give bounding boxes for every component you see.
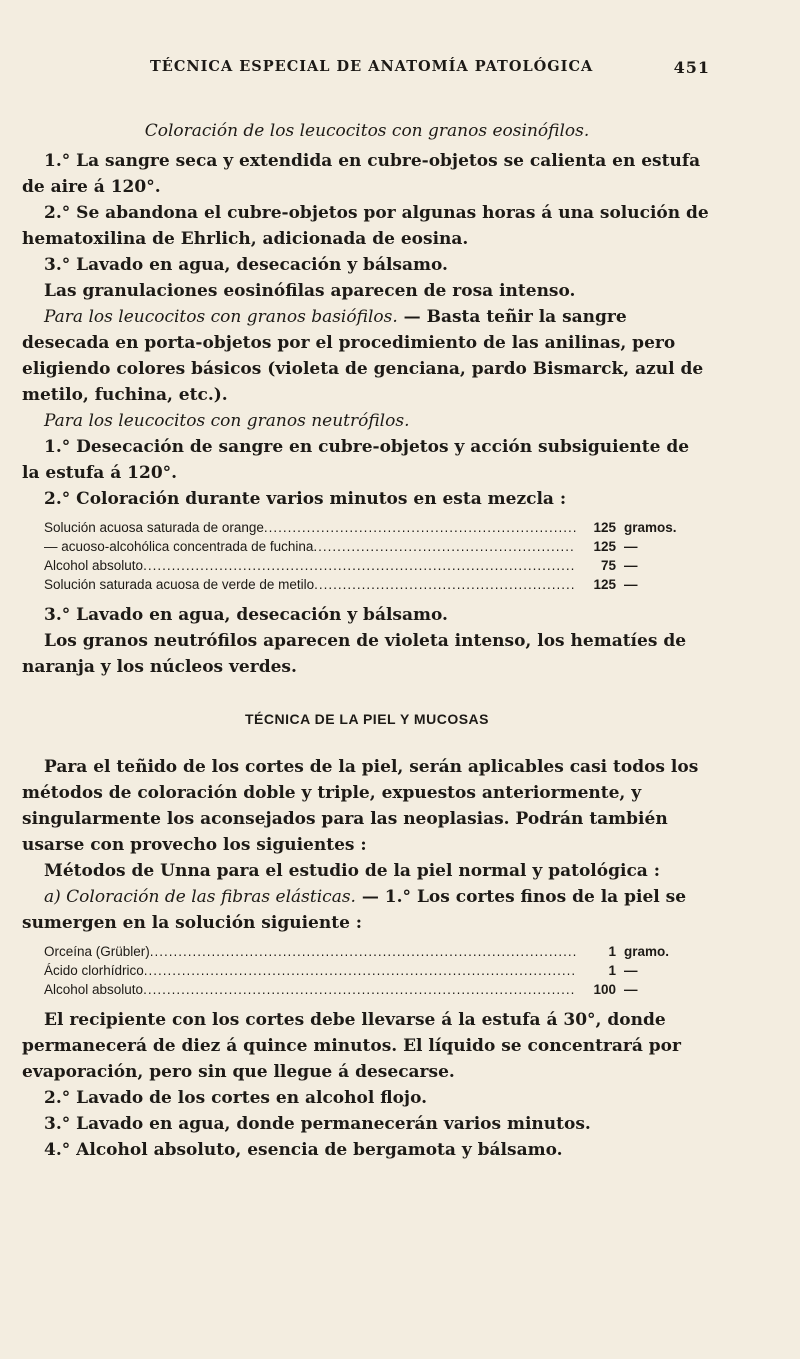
heading-neutrophils-text: Para los leucocitos con granos neutrófilos. — [44, 411, 410, 431]
table-row — [44, 575, 694, 594]
ingredient-qty: 1 — [608, 963, 616, 978]
heading-basophils: Para los leucocitos con granos basiófilos. — [44, 307, 398, 327]
eosinophils-step-3: 3.° Lavado en agua, desecación y bálsamo. — [44, 255, 448, 275]
table-row — [44, 961, 694, 980]
neutrophils-step-2: 2.° Coloración durante varios minutos en esta mezcla : — [44, 489, 567, 509]
page-body — [22, 118, 712, 1163]
ingredient-qty: 125 — [593, 539, 616, 554]
ingredient-unit: — — [624, 982, 638, 997]
ingredient-unit: — — [624, 963, 638, 978]
ingredient-unit: — — [624, 577, 638, 592]
basophils-text: — Basta teñir la sangre desecada en porta-objetos por el procedimiento de las anilinas, pero eligiendo colores básicos (violeta de genciana, pardo Bismarck, azul de metilo, fuchina, etc.). — [22, 307, 704, 405]
unna-methods: Métodos de Unna para el estudio de la piel normal y patológica : — [44, 861, 661, 881]
ingredient-unit: gramos. — [624, 520, 677, 535]
ingredient-label: Solución saturada acuosa de verde de metilo — [44, 577, 315, 592]
table-row — [44, 537, 694, 556]
page-number: 451 — [673, 58, 710, 77]
ingredient-label: Ácido clorhídrico — [44, 963, 144, 978]
table-row — [44, 556, 694, 575]
elastic-fibers-text: — 1.° Los cortes finos de la piel se sumergen en la solución siguiente : — [22, 887, 687, 933]
orcein-instructions: El recipiente con los cortes debe llevarse á la estufa á 30°, donde permanecerá de diez á quince minutos. El líquido se concentrará por evaporación, pero sin que llegue á desecarse. — [22, 1010, 681, 1082]
orcein-solution-table — [44, 942, 694, 999]
neutrophils-step-1: 1.° Desecación de sangre en cubre-objetos y acción subsiguiente de la estufa á 120°. — [22, 437, 690, 483]
ingredient-label: Alcohol absoluto — [44, 982, 144, 997]
section-heading: TÉCNICA DE LA PIEL Y MUCOSAS — [245, 711, 489, 727]
ingredient-unit: gramo. — [624, 944, 670, 959]
ingredient-qty: 125 — [593, 577, 616, 592]
table-row — [44, 518, 694, 537]
table-row — [44, 980, 694, 999]
heading-elastic-fibers: a) Coloración de las fibras elásticas. — [44, 887, 356, 907]
ingredient-qty: 100 — [593, 982, 616, 997]
ingredient-label: Alcohol absoluto — [44, 558, 144, 573]
ingredient-unit: — — [624, 558, 638, 573]
elastic-fibers-paragraph — [22, 884, 712, 936]
neutrophils-step-3: 3.° Lavado en agua, desecación y bálsamo. — [44, 605, 448, 625]
neutrophils-result: Los granos neutrófilos aparecen de violeta intenso, los hematíes de naranja y los núcleos verdes. — [22, 631, 687, 677]
heading-neutrophils — [22, 408, 712, 434]
ingredient-qty: 75 — [600, 558, 616, 573]
eosinophils-step-1: 1.° La sangre seca y extendida en cubre-objetos se calienta en estufa de aire á 120°. — [22, 151, 701, 197]
table-row — [44, 942, 694, 961]
ingredient-qty: 125 — [593, 520, 616, 535]
heading-eosinophils: Coloración de los leucocitos con granos eosinófilos. — [144, 121, 590, 141]
basophils-paragraph — [22, 304, 712, 408]
elastic-step-4: 4.° Alcohol absoluto, esencia de bergamota y bálsamo. — [44, 1140, 563, 1160]
ingredient-qty: 1 — [608, 944, 616, 959]
ingredient-label: — acuoso-alcohólica concentrada de fuchina — [44, 539, 314, 554]
running-title: TÉCNICA ESPECIAL DE ANATOMÍA PATOLÓGICA — [150, 58, 594, 75]
skin-intro: Para el teñido de los cortes de la piel, serán aplicables casi todos los métodos de coloración doble y triple, expuestos anteriormente, y singularmente los aconsejados para las neoplasias. Podrán también usarse con provecho los siguientes : — [22, 757, 699, 855]
ingredient-label: Orceína (Grübler) — [44, 944, 150, 959]
elastic-step-3: 3.° Lavado en agua, donde permanecerán varios minutos. — [44, 1114, 591, 1134]
eosinophils-result: Las granulaciones eosinófilas aparecen de rosa intenso. — [44, 281, 576, 301]
elastic-step-2: 2.° Lavado de los cortes en alcohol flojo. — [44, 1088, 428, 1108]
ingredient-unit: — — [624, 539, 638, 554]
neutrophil-mixture-table — [44, 518, 694, 594]
eosinophils-step-2: 2.° Se abandona el cubre-objetos por algunas horas á una solución de hematoxilina de Ehrlich, adicionada de eosina. — [22, 203, 709, 249]
ingredient-label: Solución acuosa saturada de orange — [44, 520, 264, 535]
